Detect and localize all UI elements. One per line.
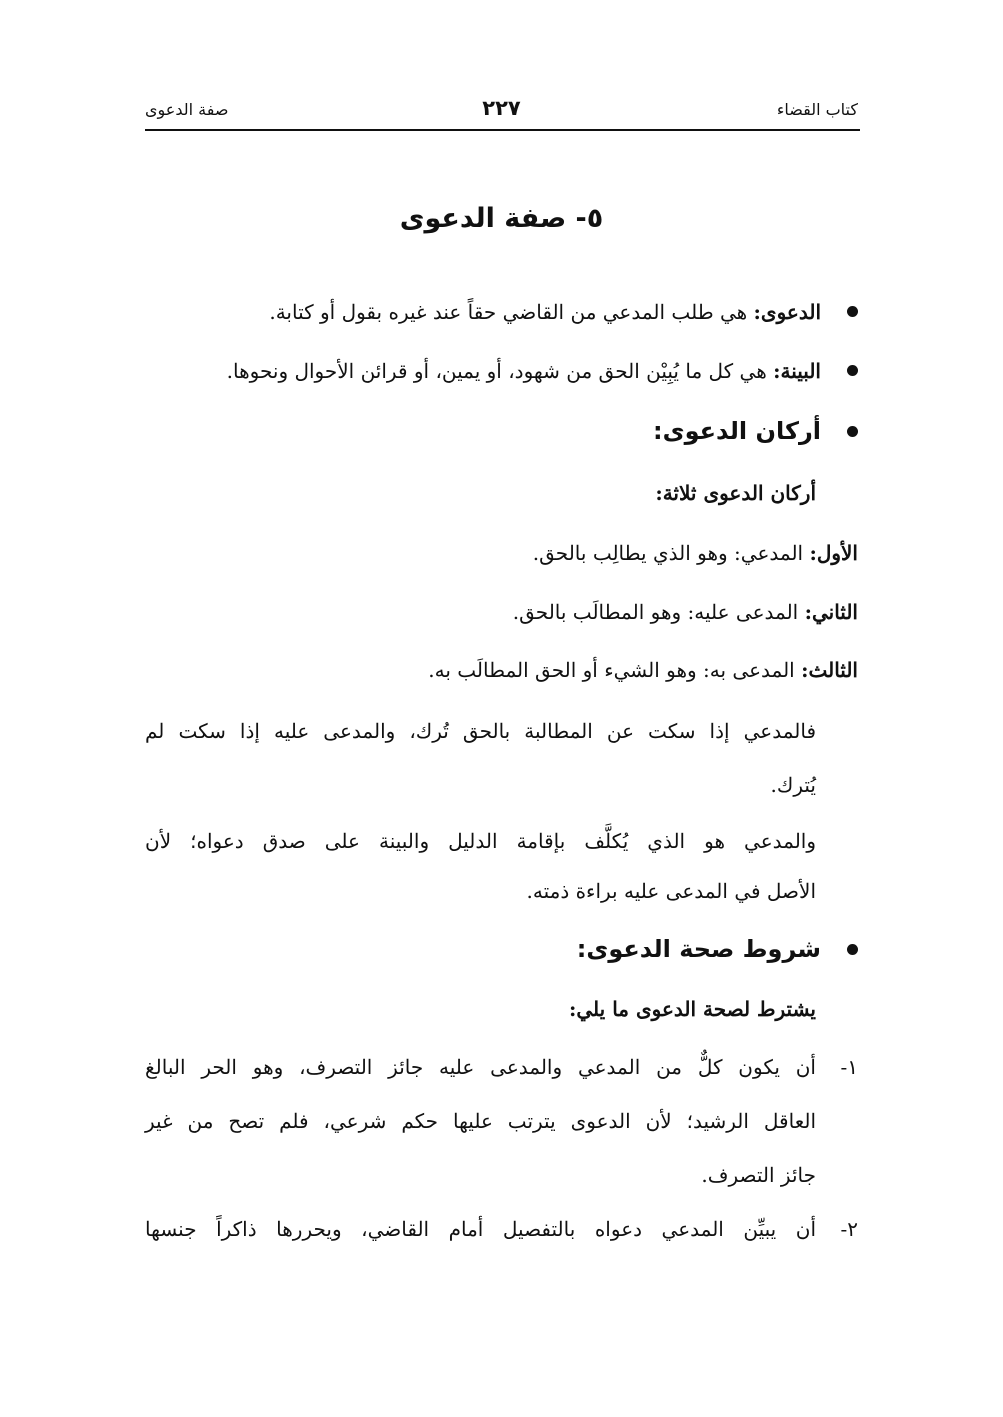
- pillar-term: الثاني:: [804, 600, 858, 624]
- paragraph-line: الأصل في المدعى عليه براءة ذمته.: [526, 879, 816, 903]
- definition-text: هي طلب المدعي من القاضي حقاً عند غيره بقول أو كتابة.: [269, 300, 754, 324]
- pillars-heading-item: [653, 416, 858, 447]
- definition-text: هي كل ما يُبِيْن الحق من شهود، أو يمين، أو قرائن الأحوال ونحوها.: [226, 359, 774, 383]
- condition-number: ١-: [840, 1055, 858, 1079]
- pillar-item: [428, 655, 858, 685]
- pillars-heading: أركان الدعوى:: [653, 417, 821, 445]
- conditions-heading: شروط صحة الدعوى:: [576, 935, 821, 963]
- section-title: صفة الدعوى: [145, 100, 229, 119]
- condition-text: أن يكون كلٌّ من المدعي والمدعى عليه جائز التصرف، وهو الحر البالغ: [145, 1055, 816, 1079]
- bullet-icon: [847, 306, 858, 317]
- pillar-item: [533, 538, 858, 568]
- pillar-item: [513, 597, 858, 627]
- pillar-text: المدعي: وهو الذي يطالِب بالحق.: [532, 541, 810, 565]
- bullet-icon: [847, 944, 858, 955]
- paragraph-line: فالمدعي إذا سكت عن المطالبة بالحق تُرك، والمدعى عليه إذا سكت لم: [145, 719, 817, 743]
- definition-item: [269, 297, 858, 327]
- pillars-subheading: [655, 478, 816, 508]
- header-rule: [145, 129, 860, 131]
- definition-item: [227, 356, 858, 386]
- page-number: ٢٢٧: [482, 96, 521, 120]
- paragraph-line: والمدعي هو الذي يُكلَّف بإقامة الدليل والبينة على صدق دعواه؛ لأن: [145, 829, 816, 853]
- definition-term: البينة:: [773, 359, 821, 383]
- book-title: كتاب القضاء: [776, 100, 858, 119]
- condition-line: العاقل الرشيد؛ لأن الدعوى يترتب عليها حكم شرعي، فلم تصح من غير: [145, 1109, 816, 1133]
- condition-item: [145, 1052, 858, 1082]
- pillar-text: المدعى عليه: وهو المطالَب بالحق.: [512, 600, 805, 624]
- bullet-icon: [847, 365, 858, 376]
- pillar-term: الأول:: [809, 541, 858, 565]
- running-head: [145, 96, 858, 130]
- definition-term: الدعوى:: [753, 300, 821, 324]
- conditions-heading-item: [577, 934, 858, 965]
- condition-text: أن يبيِّن المدعي دعواه بالتفصيل أمام القاضي، ويحررها ذاكراً جنسها: [145, 1217, 816, 1241]
- condition-item: [145, 1214, 858, 1244]
- conditions-subheading-text: يشترط لصحة الدعوى ما يلي:: [568, 997, 816, 1021]
- chapter-title: ٥- صفة الدعوى: [399, 203, 604, 234]
- bullet-icon: [847, 426, 858, 437]
- conditions-subheading: [569, 994, 816, 1024]
- pillars-subheading-text: أركان الدعوى ثلاثة:: [655, 481, 816, 505]
- condition-line: جائز التصرف.: [701, 1163, 816, 1187]
- pillar-term: الثالث:: [801, 658, 858, 682]
- paragraph-line: يُترك.: [770, 773, 816, 797]
- pillar-text: المدعى به: وهو الشيء أو الحق المطالَب به.: [428, 658, 802, 682]
- condition-number: ٢-: [840, 1217, 858, 1241]
